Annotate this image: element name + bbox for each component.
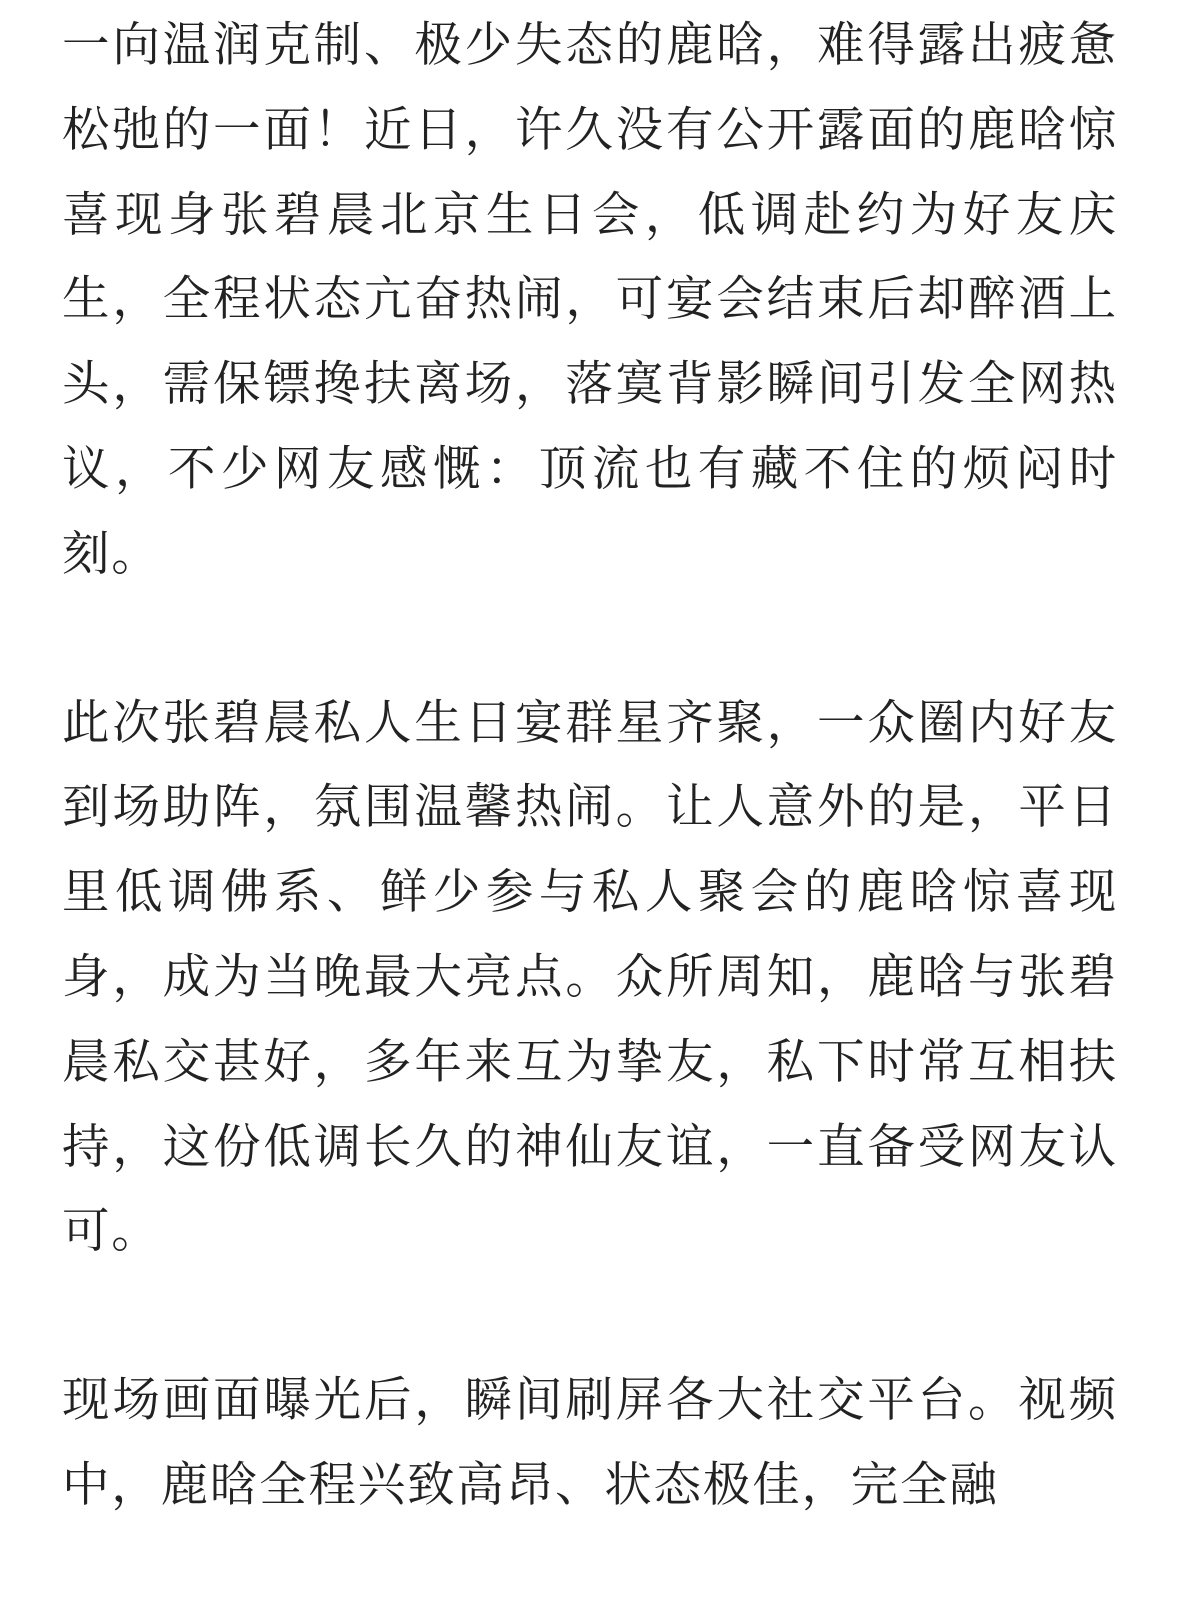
paragraph-2: 此次张碧晨私人生日宴群星齐聚，一众圈内好友到场助阵，氛围温馨热闹。让人意外的是，平日里低调佛系、鲜少参与私人聚会的鹿晗惊喜现身，成为当晚最大亮点。众所周知，鹿晗与张碧晨私交甚好，多年来互为挚友，私下时常互相扶持，这份低调长久的神仙友谊，一直备受网友认可。 <box>62 695 1118 1260</box>
article-body <box>62 4 1118 1613</box>
paragraph-1: 一向温润克制、极少失态的鹿晗，难得露出疲惫松弛的一面！近日，许久没有公开露面的鹿晗惊喜现身张碧晨北京生日会，低调赴约为好友庆生，全程状态亢奋热闹，可宴会结束后却醉酒上头，需保镖搀扶离场，落寞背影瞬间引发全网热议，不少网友感慨：顶流也有藏不住的烦闷时刻。 <box>62 18 1118 582</box>
paragraph-3: 现场画面曝光后，瞬间刷屏各大社交平台。视频中，鹿晗全程兴致高昂、状态极佳，完全融 <box>62 1373 1118 1513</box>
